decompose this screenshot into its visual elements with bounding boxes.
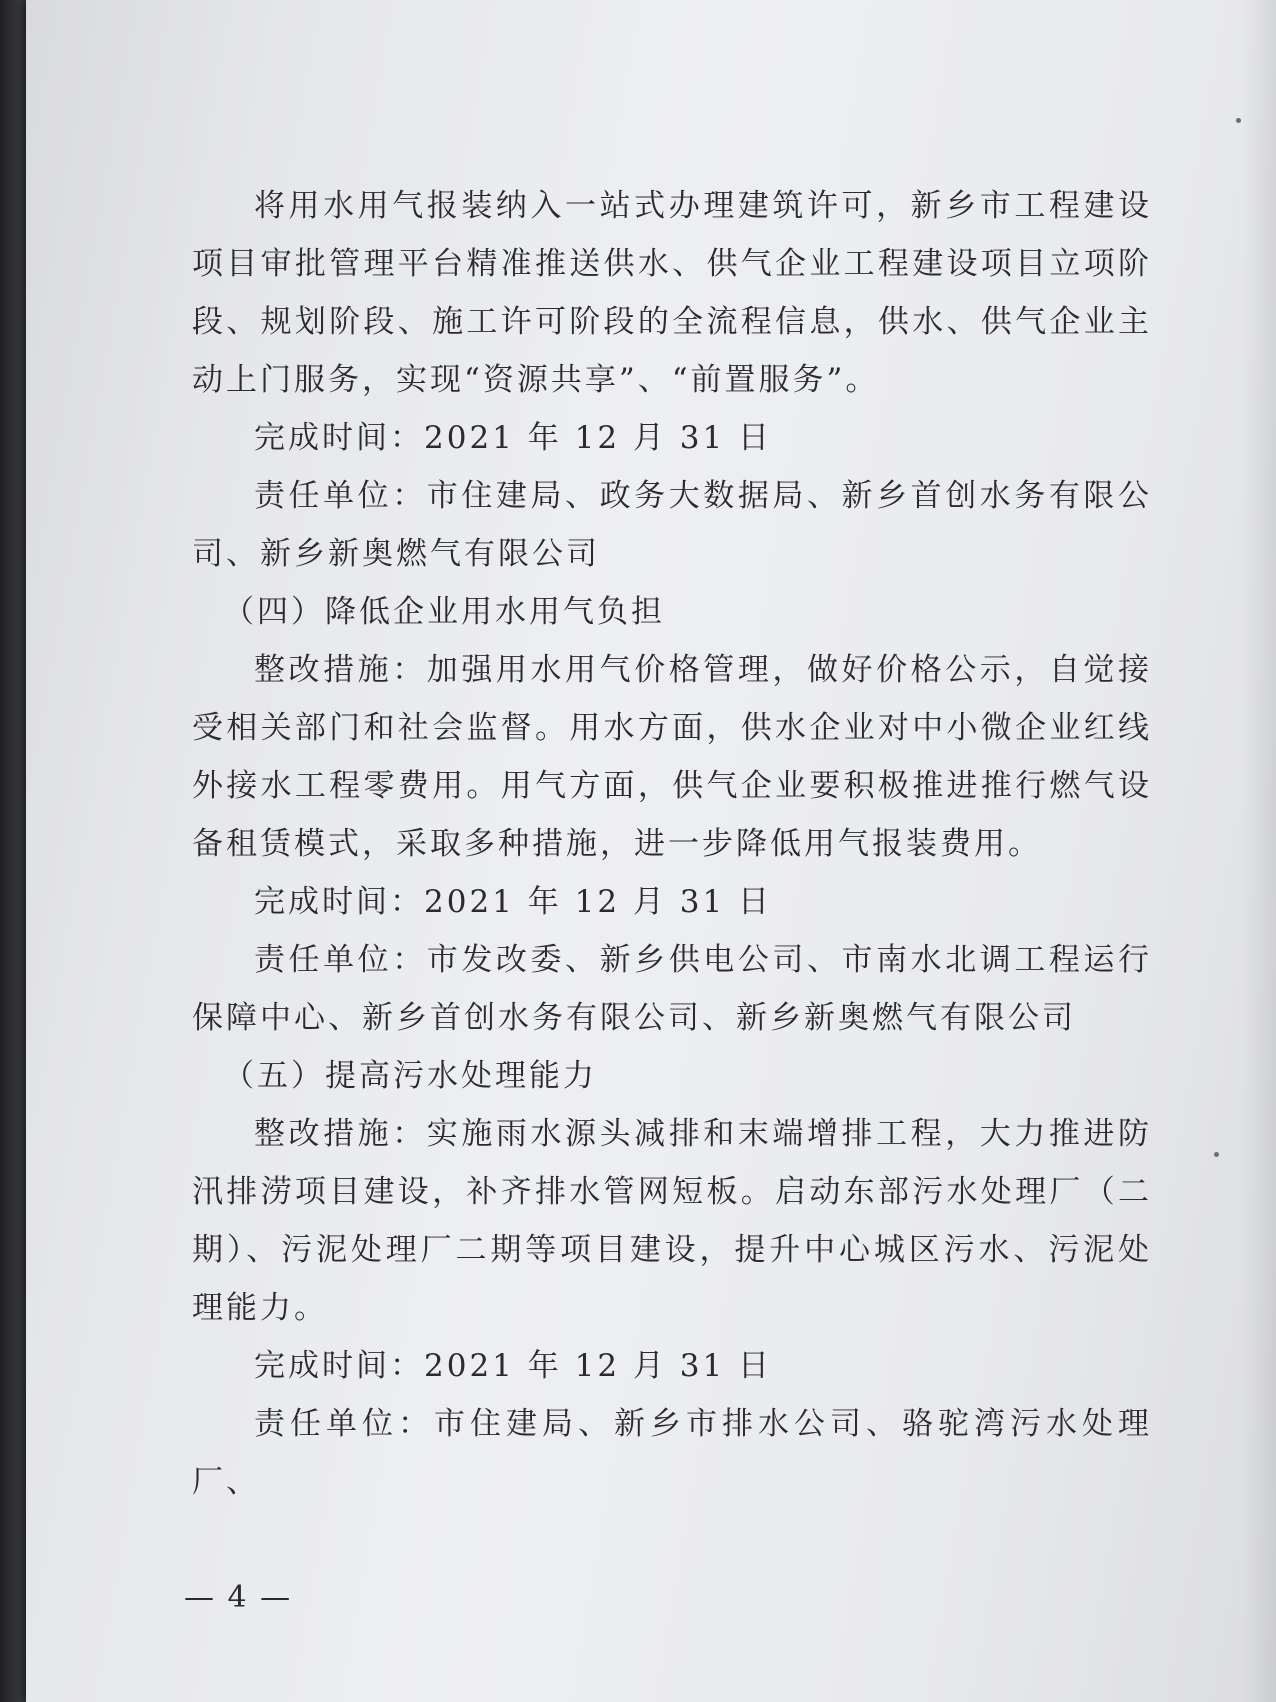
paragraph-water-gas-permit: 将用水用气报装纳入一站式办理建筑许可，新乡市工程建设项目审批管理平台精准推送供水、供气企业工程建设项目立项阶段、规划阶段、施工许可阶段的全流程信息，供水、供气企业主动上门服务，实现“资源共享”、“前置服务”。: [192, 188, 1152, 398]
completion-time-1: 完成时间：2021 年 12 月 31 日: [254, 420, 773, 456]
measures-sewage: 整改措施：实施雨水源头减排和末端增排工程，大力推进防汛排涝项目建设，补齐排水管网短板。启动东部污水处理厂（二期）、污泥处理厂二期等项目建设，提升中心城区污水、污泥处理能力。: [192, 1116, 1152, 1326]
responsible-units-2: 责任单位：市发改委、新乡供电公司、市南水北调工程运行保障中心、新乡首创水务有限公司、新乡新奥燃气有限公司: [192, 942, 1152, 1036]
paper-speck: [1236, 118, 1241, 123]
document-page: [26, 0, 1276, 1702]
responsible-units-3: 责任单位：市住建局、新乡市排水公司、骆驼湾污水处理厂、: [192, 1406, 1152, 1500]
page-number: — 4 —: [184, 1580, 293, 1615]
completion-time-3: 完成时间：2021 年 12 月 31 日: [254, 1348, 773, 1384]
measures-reduce-burden: 整改措施：加强用水用气价格管理，做好价格公示，自觉接受相关部门和社会监督。用水方面，供水企业对中小微企业红线外接水工程零费用。用气方面，供气企业要积极推进推行燃气设备租赁模式，采取多种措施，进一步降低用气报装费用。: [192, 652, 1152, 862]
section-heading-5: （五）提高污水处理能力: [223, 1058, 597, 1094]
paper-speck: [1214, 1152, 1219, 1157]
section-heading-4: （四）降低企业用水用气负担: [223, 594, 665, 630]
completion-time-2: 完成时间：2021 年 12 月 31 日: [254, 884, 773, 920]
document-body: [192, 177, 1152, 1511]
responsible-units-1: 责任单位：市住建局、政务大数据局、新乡首创水务有限公司、新乡新奥燃气有限公司: [192, 478, 1152, 572]
